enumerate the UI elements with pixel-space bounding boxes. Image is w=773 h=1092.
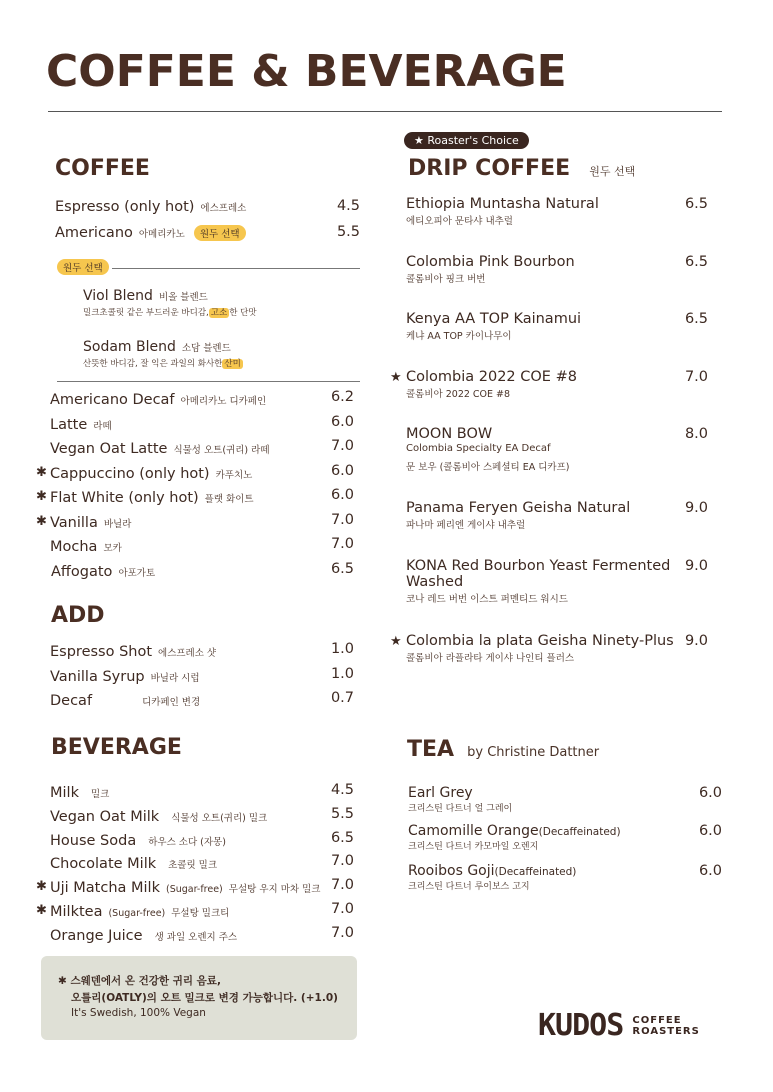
menu-item (36, 512, 354, 537)
item-extra: (Sugar-free) (108, 907, 166, 919)
item-ko: 하우스 소다 (자몽) (148, 836, 226, 848)
beverage-heading: BEVERAGE (51, 735, 182, 760)
menu-item (55, 196, 360, 215)
item-name: MOON BOW (406, 426, 493, 442)
item-ko: 아포가토 (118, 567, 156, 579)
item-ko: 아메리카노 (138, 229, 185, 240)
star-mark: ✱ (36, 902, 47, 918)
item-price: 4.5 (336, 198, 360, 214)
star-mark: ✱ (36, 513, 47, 529)
star-mark: ✱ (36, 489, 47, 504)
item-name: Milktea (50, 903, 103, 920)
menu-item (36, 536, 354, 561)
item-name: Earl Grey (408, 785, 473, 801)
item-ko: 밀크 (90, 789, 110, 800)
menu-item (408, 823, 722, 852)
bean-choice-badge: 원두 선택 (194, 225, 246, 241)
item-ko: 콜롬비아 핑크 버번 (406, 274, 486, 285)
item-name: Milk (50, 785, 79, 801)
bean-option (83, 285, 208, 304)
item-price: 7.0 (330, 438, 354, 454)
item-name: Vegan Oat Latte (50, 441, 168, 457)
item-ko: 모카 (103, 543, 122, 554)
item-name: Espresso Shot (50, 644, 153, 660)
item-ko: 초콜릿 밀크 (168, 860, 218, 872)
item-ko: 아메리카노 디카페인 (180, 396, 267, 407)
item-name-line2: Washed (406, 574, 464, 590)
bean-divider-bottom (57, 381, 360, 382)
item-ko: 크리스틴 다트너 얼 그레이 (408, 804, 513, 814)
item-price: 4.5 (330, 782, 354, 798)
menu-item (36, 487, 354, 512)
item-price: 6.2 (330, 389, 354, 405)
menu-item (55, 222, 360, 241)
star-mark: ★ (390, 634, 402, 649)
bean-desc: 산뜻한 바디감, 잘 익은 과일의 화사한 산미 (83, 359, 241, 369)
item-name: Cappuccino (only hot) (50, 465, 210, 482)
item-ko: 디카페인 변경 (142, 697, 201, 708)
item-ko: 카푸치노 (215, 469, 253, 481)
star-mark: ✱ (58, 975, 67, 987)
bean-divider-top (112, 268, 360, 269)
item-ko: 플랫 화이트 (204, 494, 254, 505)
item-ko: 콜롬비아 2022 COE #8 (406, 389, 511, 400)
item-price: 7.0 (330, 877, 354, 894)
item-price: 9.0 (684, 633, 708, 649)
item-price: 6.0 (330, 413, 354, 430)
menu-title: COFFEE & BEVERAGE (46, 46, 567, 97)
note-line-1: ✱ 스웨덴에서 온 건강한 귀리 음료, (58, 975, 221, 987)
bean-desc: 밀크초콜릿 같은 부드러운 바디감, 고소 한 단맛 (83, 308, 257, 318)
item-price: 6.0 (698, 863, 722, 879)
item-name: Americano Decaf (50, 392, 175, 408)
item-price: 5.5 (336, 224, 360, 240)
star-mark: ✱ (36, 464, 47, 480)
item-name: Vanilla Syrup (50, 668, 145, 685)
item-price: 6.0 (698, 823, 722, 839)
item-name: Americano (55, 225, 133, 241)
item-ko: 에스프레소 (200, 203, 247, 214)
item-name: Espresso (only hot) (55, 199, 195, 215)
item-price: 7.0 (330, 511, 354, 528)
menu-item (36, 561, 354, 586)
menu-item (36, 389, 354, 414)
item-price: 7.0 (330, 924, 354, 941)
bean-ko: 소담 블렌드 (181, 343, 231, 354)
star-mark: ★ (390, 370, 402, 385)
drip-heading: DRIP COFFEE (408, 156, 571, 181)
item-subtitle: Colombia Specialty EA Decaf (406, 443, 551, 454)
add-list (50, 641, 354, 715)
menu-item (36, 925, 354, 949)
item-price: 6.5 (684, 254, 708, 270)
item-price: 1.0 (330, 665, 354, 682)
item-price: 9.0 (684, 500, 708, 516)
star-mark: ✱ (36, 879, 47, 895)
bean-option (83, 336, 231, 355)
item-name: Orange Juice (50, 927, 143, 944)
item-price: 6.5 (684, 311, 708, 327)
title-divider (48, 111, 722, 112)
menu-item (36, 901, 354, 925)
logo-wordmark: KUDOS (538, 1008, 624, 1043)
item-price: 6.5 (330, 560, 354, 577)
item-ko: 라떼 (93, 420, 112, 432)
item-price: 7.0 (684, 369, 708, 385)
item-extra: (Sugar-free) (165, 884, 223, 896)
menu-item (36, 830, 354, 854)
item-ko: 콜롬비아 라플라타 게이샤 나인티 플러스 (406, 653, 575, 664)
item-name: Ethiopia Muntasha Natural (406, 196, 599, 212)
item-name: Mocha (50, 539, 98, 555)
item-name: Chocolate Milk (50, 856, 157, 873)
item-name: Colombia 2022 COE #8 (406, 369, 577, 385)
menu-item (36, 853, 354, 877)
menu-item (36, 806, 354, 830)
item-ko: 에티오피아 문타샤 내추럴 (406, 216, 513, 227)
item-ko: 무설탕 밀크티 (171, 907, 230, 919)
item-price: 6.5 (330, 829, 354, 846)
menu-item (36, 414, 354, 439)
item-ko: 케냐 AA TOP 카이나무이 (406, 331, 512, 342)
item-name: Flat White (only hot) (50, 490, 199, 506)
item-name: Camomille Orange (408, 823, 539, 839)
item-ko: 바닐라 시럽 (150, 672, 200, 684)
menu-item (36, 438, 354, 463)
item-name: Colombia Pink Bourbon (406, 254, 575, 270)
menu-item (36, 782, 354, 806)
item-ko: 무설탕 우지 마차 밀크 (228, 884, 321, 896)
item-ko: 식물성 오트(귀리) 밀크 (171, 812, 268, 824)
item-ko: 크리스틴 다트너 카모마일 오렌지 (408, 842, 539, 852)
item-price: 7.0 (330, 853, 354, 870)
item-ko: 에스프레소 샷 (158, 648, 217, 659)
item-ko: 식물성 오트(귀리) 라떼 (173, 445, 270, 456)
item-name: Colombia la plata Geisha Ninety-Plus (406, 633, 674, 649)
item-name: Rooibos Goji (408, 863, 495, 879)
item-price: 8.0 (684, 426, 708, 442)
note-line-3: It's Swedish, 100% Vegan (71, 1007, 206, 1019)
item-extra: (Decaffeinated) (538, 826, 621, 838)
item-name: Affogato (51, 563, 113, 580)
item-name: Kenya AA TOP Kainamui (406, 311, 582, 327)
item-ko: 문 보우 (콜롬비아 스페셜티 EA 디카프) (406, 462, 570, 473)
item-extra: (Decaffeinated) (494, 866, 577, 878)
menu-item (408, 863, 722, 892)
drip-heading-ko: 원두 선택 (589, 165, 636, 178)
bean-name: Sodam Blend (83, 339, 176, 355)
bean-name: Viol Blend (83, 288, 153, 304)
note-line-2: 오틀리(OATLY)의 오트 밀크로 변경 가능합니다. (+1.0) (71, 992, 338, 1004)
tea-heading: TEA (407, 737, 455, 762)
beverage-list (36, 782, 354, 949)
item-ko: 코나 레드 버번 이스트 퍼멘티드 워시드 (406, 594, 568, 605)
coffee-list (36, 389, 354, 585)
menu-item (50, 666, 354, 691)
tea-brand: by Christine Dattner (467, 745, 600, 760)
tea-list (408, 785, 722, 895)
item-price: 6.0 (330, 487, 354, 503)
item-price: 6.5 (684, 196, 708, 212)
menu-item (408, 785, 722, 814)
item-name: Latte (50, 416, 88, 433)
kudos-logo (538, 1008, 700, 1043)
item-ko: 크리스틴 다트너 루이보스 고지 (408, 882, 530, 892)
item-name: KONA Red Bourbon Yeast Fermented (406, 558, 671, 574)
item-name: Panama Feryen Geisha Natural (406, 500, 631, 516)
item-price: 7.0 (330, 900, 354, 917)
menu-item (50, 690, 354, 715)
tea-heading-row (407, 737, 599, 762)
bean-desc-highlight: 산미 (224, 359, 241, 369)
drip-heading-row (408, 156, 635, 181)
item-price: 7.0 (330, 536, 354, 552)
menu-item (36, 877, 354, 901)
bean-choice-label: 원두 선택 (57, 259, 109, 275)
add-heading: ADD (51, 603, 105, 628)
drip-list (390, 196, 708, 666)
item-name: Decaf (50, 693, 93, 709)
item-price: 6.0 (330, 462, 354, 479)
item-name: Vegan Oat Milk (50, 808, 160, 825)
menu-item (50, 641, 354, 666)
coffee-heading: COFFEE (55, 156, 150, 181)
item-price: 5.5 (330, 805, 354, 822)
item-price: 1.0 (330, 641, 354, 657)
item-name: Vanilla (50, 514, 98, 531)
item-price: 9.0 (684, 558, 708, 574)
roasters-choice-badge: ★ Roaster's Choice (404, 132, 529, 149)
logo-subtext: COFFEE ROASTERS (632, 1014, 700, 1037)
bean-ko: 비올 블렌드 (158, 292, 208, 303)
item-ko: 파나마 페리엔 게이샤 내추럴 (406, 520, 526, 531)
item-ko: 생 과일 오렌지 주스 (154, 931, 238, 943)
item-name: Uji Matcha Milk (50, 880, 160, 897)
item-name: House Soda (50, 832, 137, 849)
menu-item (36, 463, 354, 488)
item-ko: 바닐라 (103, 518, 132, 530)
item-price: 6.0 (698, 785, 722, 801)
bean-desc-highlight: 고소 (210, 308, 228, 318)
item-price: 0.7 (330, 690, 354, 706)
